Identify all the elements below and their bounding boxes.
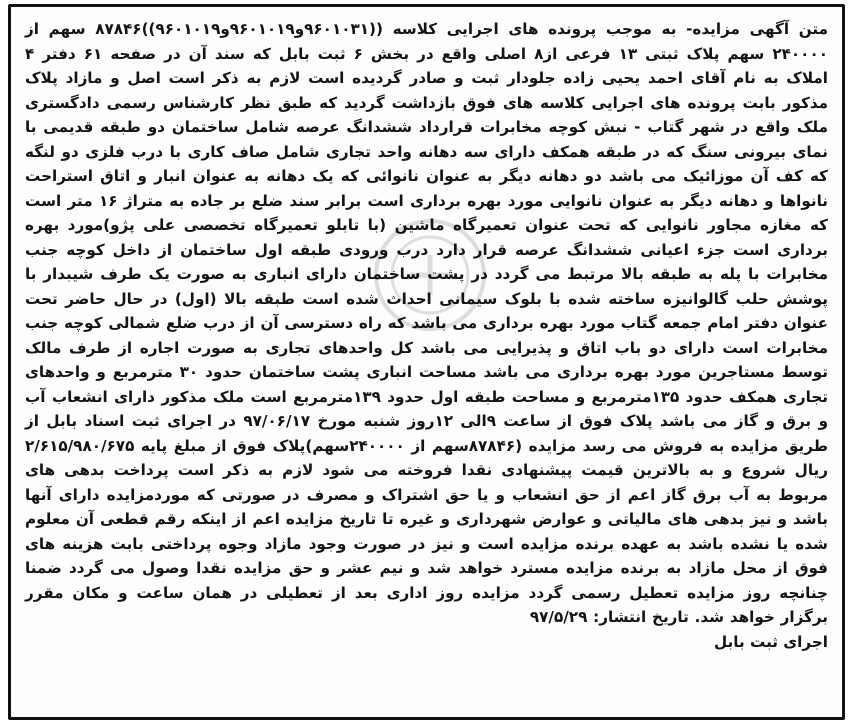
notice-body-text: متن آگهی مزایده- به موجب پرونده های اجرایی کلاسه ((۹۶۰۱۰۳۱و۹۶۰۱۰۱۹و۹۶۰۱۰۱۹))۸۷۸۴۶ سهم از ۲۴۰۰۰۰ سهم پلاک ثبتی ۱۳ فرعی از۸ اصلی واقع در بخش ۶ ثبت بابل که سند آن در صفحه ۶۱ دفتر ۴ املاک به نام آقای احمد یحیی زاده جلودار ثبت و صادر گردیده است لازم به ذکر است اصل و مازاد پلاک مذکور بابت پرونده های اجرایی کلاسه های فوق بازداشت گردید که طبق نظر کارشناس رسمی دادگستری ملک واقع در شهر گتاب - نبش کوچه مخابرات قرارداد ششدانگ عرصه شامل ساختمان دو طبقه قدیمی با نمای بیرونی سنگ که در طبقه همکف دارای سه دهانه واحد تجاری شامل صاف کاری با درب فلزی دو لنگه که کف آن موزائیک می باشد دو دهانه دیگر به عنوان نانوائی که یک دهانه به عنوان انبار و اتاق استراحت نانواها و دهانه دیگر به عنوان نانوایی مورد بهره برداری است برابر سند ضلع بر جاده به متراژ ۱۶ متر است که مغازه مجاور نانوایی که تحت عنوان تعمیرگاه ماشین (با تابلو تعمیرگاه تخصصی علی پژو)مورد بهره برداری است جزء اعیانی ششدانگ عرصه قرار دارد درب ورودی طبقه اول ساختمان از داخل کوچه جنب مخابرات با پله به طبقه بالا مرتبط می گردد در پشت ساختمان دارای انباری به صورت یک طرف شیبدار با پوشش حلب گالوانیزه ساخته شده با بلوک سیمانی احداث شده است طبقه بالا (اول) در حال حاضر تحت عنوان دفتر امام جمعه گتاب مورد بهره برداری می باشد که راه دسترسی آن از درب ضلع شمالی کوچه جنب مخابرات است دارای دو باب اتاق و پذیرایی می باشد کل واحدهای تجاری به صورت اجاره از طرف مالک توسط مستاجرین مورد بهره برداری می باشد مساحت انباری پشت ساختمان حدود ۳۰ مترمربع و واحدهای تجاری همکف حدود ۱۳۵مترمربع و مساحت طبقه اول حدود ۱۳۹مترمربع است ملک مذکور دارای انشعاب آب و برق و گاز می باشد پلاک فوق از ساعت ۹الی ۱۲روز شنبه مورخ ۹۷/۰۶/۱۷ در اجرای ثبت اسناد بابل از طریق مزایده به فروش می رسد مزایده (۸۷۸۴۶سهم از ۲۴۰۰۰۰سهم)پلاک فوق از مبلغ پایه ۲/۶۱۵/۹۸۰/۶۷۵ ریال شروع و به بالاترین قیمت پیشنهادی نقدا فروخته می شود لازم به ذکر است پرداخت بدهی های مربوط به آب برق گاز اعم از حق انشعاب و یا حق اشتراک و مصرف در صورتی که موردمزایده دارای آنها باشد و نیز بدهی های مالیاتی و عوارض شهرداری و غیره تا تاریخ مزایده اعم از اینکه رقم قطعی آن معلوم شده یا نشده باشد به عهده برنده مزایده است و نیز در صورت وجود مازاد وجوه پرداختی بابت هزینه های فوق از محل مازاد به برنده مزایده مسترد خواهد شد و نیم عشر و حق مزایده نقدا وصول می گردد ضمنا چنانچه روز مزایده تعطیل رسمی گردد مزایده روز اداری بعد از تعطیلی در همان ساعت و مکان مقرر برگزار خواهد شد. تاریخ انتشار: ۹۷/۵/۲۹ [25, 20, 829, 626]
notice-signature: اجرای ثبت بابل [714, 632, 828, 651]
auction-notice [8, 4, 845, 720]
